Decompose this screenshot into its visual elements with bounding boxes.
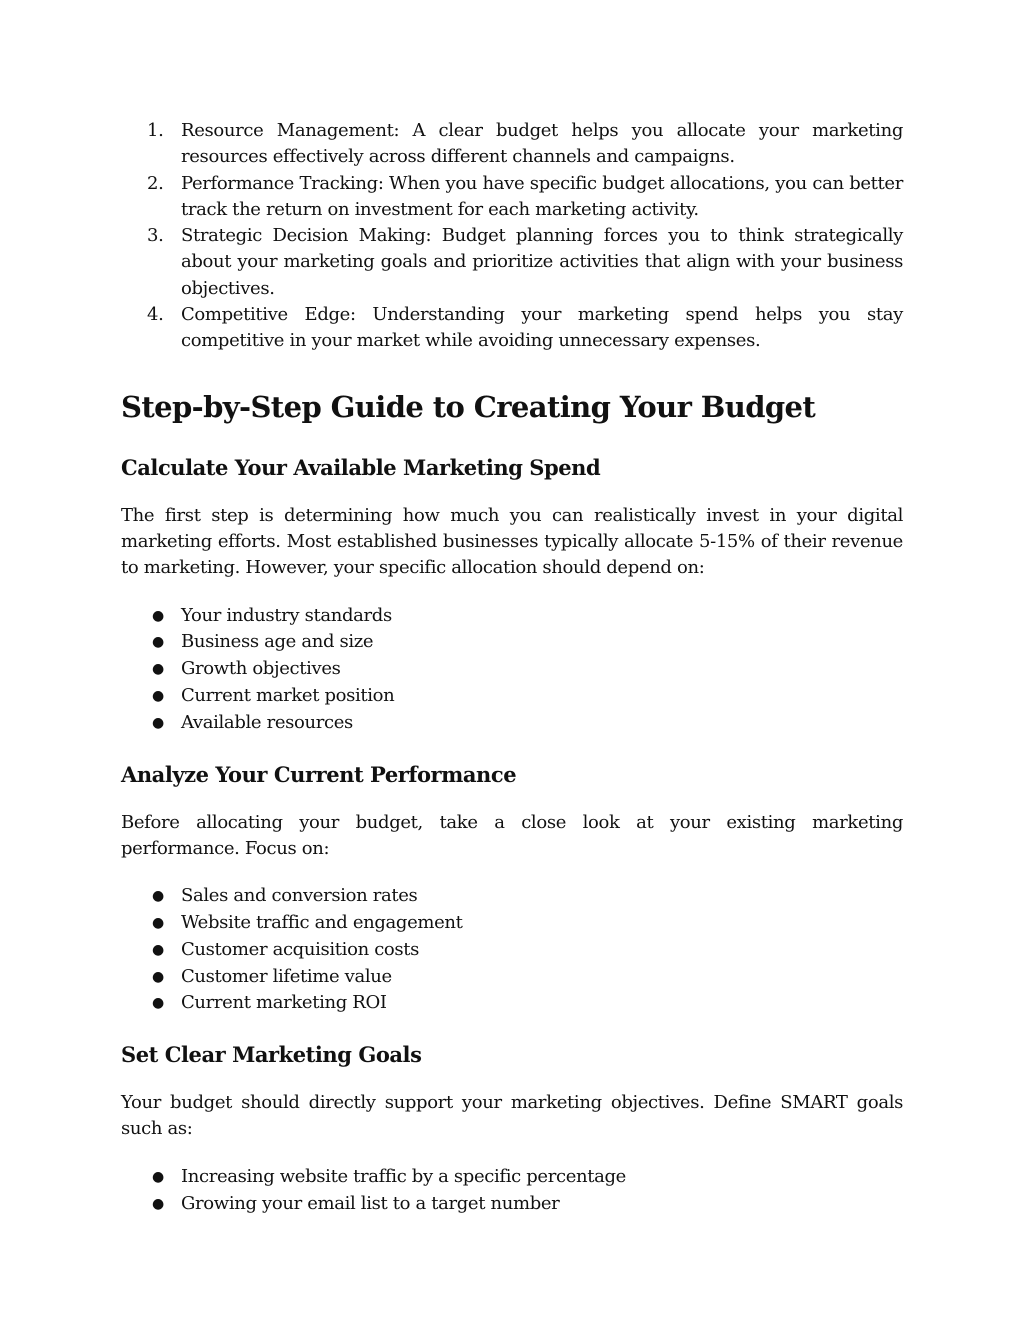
bullet-icon: ● xyxy=(152,1168,164,1185)
bullet-icon: ● xyxy=(152,914,164,931)
bullet-list xyxy=(121,1164,903,1218)
bullet-list-item xyxy=(121,937,903,964)
bullet-list xyxy=(121,603,903,737)
bullet-icon: ● xyxy=(152,941,164,958)
list-item-text: Resource Management: A clear budget helps you allocate your marketing resources effectively across different channels and campaigns. xyxy=(181,120,903,168)
bullet-text: Sales and conversion rates xyxy=(181,885,418,907)
bullet-list-item xyxy=(121,629,903,656)
bullet-text: Customer acquisition costs xyxy=(181,938,420,960)
bullet-list-item xyxy=(121,964,903,991)
bullet-list-item xyxy=(121,656,903,683)
bullet-list-item xyxy=(121,683,903,710)
section-heading-set-goals: Set Clear Marketing Goals xyxy=(121,1042,422,1068)
bullet-text: Current marketing ROI xyxy=(181,992,387,1014)
section-paragraph: Before allocating your budget, take a close look at your existing marketing performance. Focus on: xyxy=(121,811,903,859)
bullet-icon: ● xyxy=(152,714,164,731)
bullet-list-item xyxy=(121,1164,903,1191)
document-page xyxy=(121,118,903,1217)
bullet-text: Your industry standards xyxy=(181,604,392,626)
section-paragraph: Your budget should directly support your marketing objectives. Define SMART goals such as: xyxy=(121,1092,903,1140)
bullet-icon: ● xyxy=(152,968,164,985)
bullet-text: Growing your email list to a target number xyxy=(181,1192,560,1214)
bullet-icon: ● xyxy=(152,661,164,678)
bullet-list xyxy=(121,883,903,1017)
bullet-icon: ● xyxy=(152,1195,164,1212)
numbered-list-item xyxy=(121,302,903,355)
bullet-icon: ● xyxy=(152,995,164,1012)
bullet-icon: ● xyxy=(152,607,164,624)
list-item-text: Strategic Decision Making: Budget planning forces you to think strategically about your marketing goals and prioritize activities that align with your business objectives. xyxy=(181,225,903,299)
section-paragraph: The first step is determining how much you can realistically invest in your digital marketing efforts. Most established businesses typically allocate 5-15% of their revenue to marketing. However, your specific allocation should depend on: xyxy=(121,504,903,579)
list-number: 2. xyxy=(147,172,164,194)
main-heading: Step-by-Step Guide to Creating Your Budget xyxy=(121,389,816,424)
section-heading-analyze-performance: Analyze Your Current Performance xyxy=(121,761,517,787)
bullet-text: Business age and size xyxy=(181,631,374,653)
bullet-icon: ● xyxy=(152,634,164,651)
bullet-list-item xyxy=(121,990,903,1017)
section-heading-calculate-spend: Calculate Your Available Marketing Spend xyxy=(121,454,601,480)
bullet-list-item xyxy=(121,710,903,737)
bullet-list-item xyxy=(121,1191,903,1218)
bullet-list-item xyxy=(121,883,903,910)
list-item-text: Competitive Edge: Understanding your marketing spend helps you stay competitive in your market while avoiding unnecessary expenses. xyxy=(181,304,903,352)
bullet-text: Current market position xyxy=(181,684,395,706)
list-number: 3. xyxy=(147,225,164,247)
list-number: 4. xyxy=(147,304,164,326)
bullet-text: Available resources xyxy=(181,711,353,733)
numbered-list-item xyxy=(121,223,903,302)
bullet-icon: ● xyxy=(152,687,164,704)
numbered-list-item xyxy=(121,171,903,224)
bullet-text: Website traffic and engagement xyxy=(181,911,463,933)
list-number: 1. xyxy=(147,120,164,141)
bullet-list-item xyxy=(121,910,903,937)
numbered-list xyxy=(121,118,903,355)
bullet-icon: ● xyxy=(152,888,164,905)
numbered-list-item xyxy=(121,118,903,171)
list-item-text: Performance Tracking: When you have specific budget allocations, you can better track the return on investment for each marketing activity. xyxy=(181,172,903,220)
bullet-text: Customer lifetime value xyxy=(181,965,392,987)
bullet-text: Growth objectives xyxy=(181,658,341,680)
bullet-text: Increasing website traffic by a specific percentage xyxy=(181,1165,626,1187)
bullet-list-item xyxy=(121,603,903,630)
